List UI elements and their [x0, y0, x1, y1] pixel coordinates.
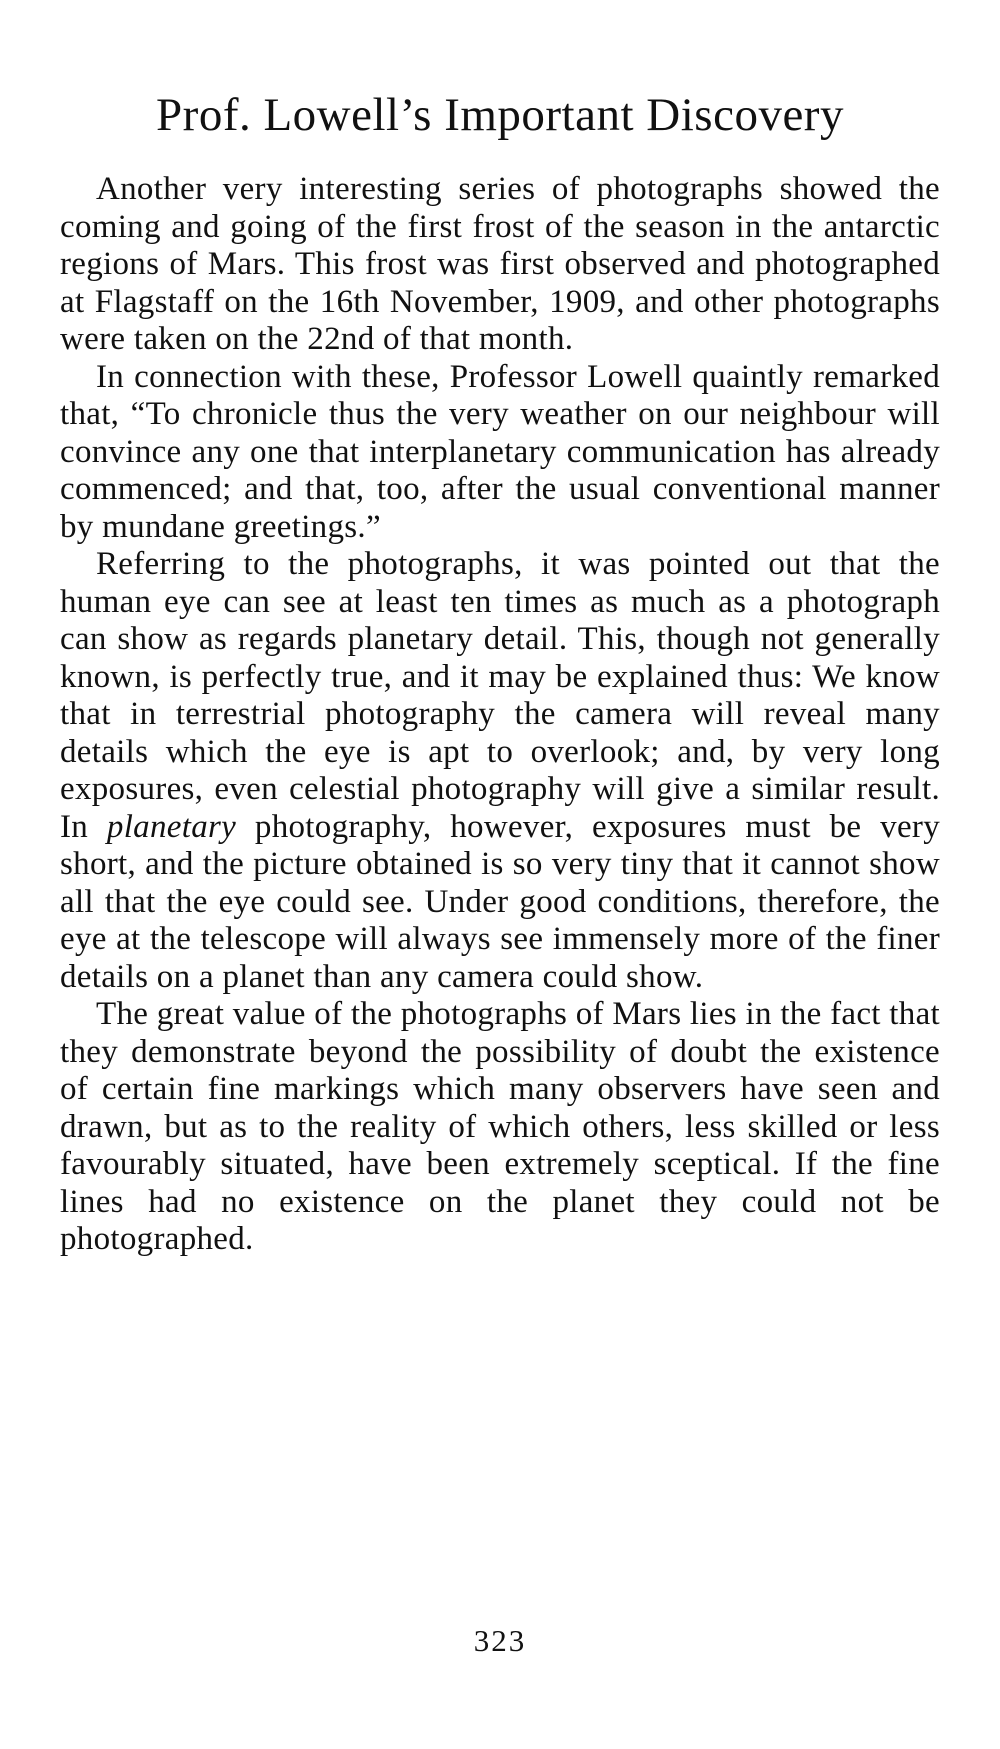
paragraph-text-segment: Referring to the photographs, it was pointed out that the human eye can see at least ten times as much as a photograph can show as regards planetary detail. This, though not generally known, is perfectly true, and it may be explained thus: We know that in terrestrial photography the camera will reveal many details which the eye is apt to overlook; and, by very long exposures, even celestial photography will give a similar result. In	[60, 546, 940, 845]
paragraph-lowell-quote: In connection with these, Professor Lowell quaintly remarked that, “To chronicle thus the very weather on our neighbour will convince any one that interplanetary communication has already commenced; and that, too, after the usual conventional manner by mundane greetings.”	[60, 358, 940, 545]
page-number: 323	[473, 1623, 527, 1658]
paragraph-value-of-photographs: The great value of the photographs of Mars lies in the fact that they demonstrate beyond the possibility of doubt the existence of certain fine markings which many observers have seen and drawn, but as to the reality of which others, less skilled or less favourably situated, have been extremely sceptical. If the fine lines had no existence on the planet they could not be photographed.	[60, 996, 940, 1257]
book-page	[60, 0, 940, 1749]
paragraph-eye-vs-camera	[60, 546, 940, 996]
running-title: Prof. Lowell’s Important Discovery	[156, 89, 844, 141]
paragraph-text-segment: photography, however, exposures must be very short, and the picture obtained is so very tiny that it cannot show all that the eye could see. Under good conditions, therefore, the eye at the telescope will always see immensely more of the finer details on a planet than any camera could show.	[60, 808, 941, 995]
italic-word-planetary: planetary	[106, 808, 237, 845]
body-text	[60, 171, 940, 1259]
paragraph-frost: Another very interesting series of photographs showed the coming and going of the first frost of the season in the antarctic regions of Mars. This frost was first observed and photographed at Flagstaff on the 16th November, 1909, and other photographs were taken on the 22nd of that month.	[60, 171, 940, 357]
